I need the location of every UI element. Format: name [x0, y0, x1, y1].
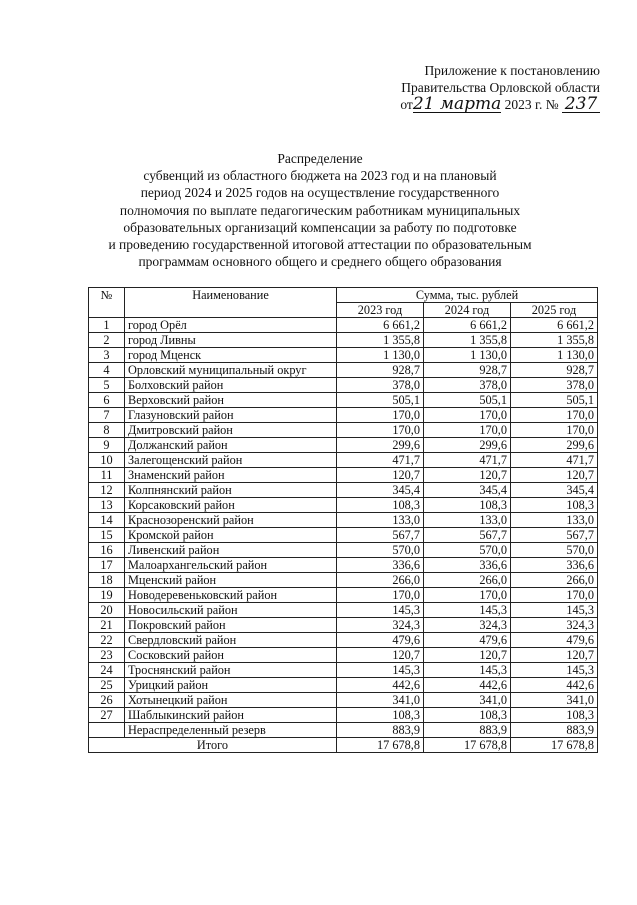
value-2024: 6 661,2: [424, 318, 511, 333]
value-2024: 345,4: [424, 483, 511, 498]
row-name: город Мценск: [125, 348, 337, 363]
value-2023: 145,3: [337, 603, 424, 618]
row-name: Верховский район: [125, 393, 337, 408]
row-name: Корсаковский район: [125, 498, 337, 513]
table-row: [89, 378, 598, 393]
value-2024: 471,7: [424, 453, 511, 468]
value-2023: 108,3: [337, 498, 424, 513]
table-row: [89, 573, 598, 588]
table-row: [89, 588, 598, 603]
value-2023: 567,7: [337, 528, 424, 543]
value-2023: 145,3: [337, 663, 424, 678]
value-2024: 133,0: [424, 513, 511, 528]
row-name: Глазуновский район: [125, 408, 337, 423]
value-2023: 299,6: [337, 438, 424, 453]
row-name: Покровский район: [125, 618, 337, 633]
row-name: Урицкий район: [125, 678, 337, 693]
value-2025: 570,0: [511, 543, 598, 558]
table-row: [89, 723, 598, 738]
table-header-row: [89, 288, 598, 303]
value-2025: 170,0: [511, 423, 598, 438]
table-row: [89, 618, 598, 633]
year-header-2023: 2023 год: [337, 303, 424, 318]
value-2024: 883,9: [424, 723, 511, 738]
value-2024: 299,6: [424, 438, 511, 453]
row-number: 5: [89, 378, 125, 393]
value-2023: 883,9: [337, 723, 424, 738]
value-2025: 145,3: [511, 603, 598, 618]
value-2025: 133,0: [511, 513, 598, 528]
value-2023: 108,3: [337, 708, 424, 723]
table-row: [89, 393, 598, 408]
total-label: Итого: [89, 738, 337, 753]
row-number: 7: [89, 408, 125, 423]
row-name: город Орёл: [125, 318, 337, 333]
value-2024: 170,0: [424, 408, 511, 423]
value-2024: 570,0: [424, 543, 511, 558]
value-2024: 108,3: [424, 498, 511, 513]
value-2025: 145,3: [511, 663, 598, 678]
value-2024: 170,0: [424, 588, 511, 603]
handwritten-date: 21 марта: [412, 94, 502, 114]
value-2024: 378,0: [424, 378, 511, 393]
title-line: образовательных организаций компенсации за работу по подготовке: [123, 219, 517, 235]
row-number: 4: [89, 363, 125, 378]
row-number: 27: [89, 708, 125, 723]
value-2023: 336,6: [337, 558, 424, 573]
row-name: Новосильский район: [125, 603, 337, 618]
year-text: 2023 г. №: [504, 97, 559, 112]
row-name: Свердловский район: [125, 633, 337, 648]
value-2024: 505,1: [424, 393, 511, 408]
value-2023: 345,4: [337, 483, 424, 498]
title-line: и проведению государственной итоговой аттестации по образовательным: [108, 237, 532, 253]
value-2023: 170,0: [337, 588, 424, 603]
value-2023: 1 130,0: [337, 348, 424, 363]
value-2024: 145,3: [424, 603, 511, 618]
value-2023: 479,6: [337, 633, 424, 648]
table-row: [89, 708, 598, 723]
table-row: [89, 663, 598, 678]
row-number: 6: [89, 393, 125, 408]
table-row: [89, 513, 598, 528]
title-heading: Распределение: [277, 151, 363, 166]
row-name: Краснозоренский район: [125, 513, 337, 528]
table-row: [89, 693, 598, 708]
table-row: [89, 603, 598, 618]
value-2023: 266,0: [337, 573, 424, 588]
value-2025: 108,3: [511, 708, 598, 723]
row-number: 19: [89, 588, 125, 603]
appendix-date-line: [350, 96, 600, 113]
value-2024: 145,3: [424, 663, 511, 678]
row-name: Кромской район: [125, 528, 337, 543]
row-name: Шаблыкинский район: [125, 708, 337, 723]
value-2024: 170,0: [424, 423, 511, 438]
value-2025: 341,0: [511, 693, 598, 708]
value-2023: 471,7: [337, 453, 424, 468]
title-line: полномочия по выплате педагогическим работникам муниципальных: [119, 202, 521, 218]
value-2023: 120,7: [337, 468, 424, 483]
value-2025: 928,7: [511, 363, 598, 378]
row-name: Залегощенский район: [125, 453, 337, 468]
value-2025: 471,7: [511, 453, 598, 468]
value-2024: 567,7: [424, 528, 511, 543]
value-2024: 442,6: [424, 678, 511, 693]
row-number: 8: [89, 423, 125, 438]
value-2024: 120,7: [424, 468, 511, 483]
row-name: Сосковский район: [125, 648, 337, 663]
row-number: 16: [89, 543, 125, 558]
date-prefix: от: [400, 97, 413, 112]
row-name: Знаменский район: [125, 468, 337, 483]
row-name: город Ливны: [125, 333, 337, 348]
table-row: [89, 528, 598, 543]
row-name: Дмитровский район: [125, 423, 337, 438]
value-2025: 1 130,0: [511, 348, 598, 363]
value-2025: 120,7: [511, 468, 598, 483]
year-header-2024: 2024 год: [424, 303, 511, 318]
table-row: [89, 498, 598, 513]
row-number: 10: [89, 453, 125, 468]
row-name: Хотынецкий район: [125, 693, 337, 708]
document-title: [70, 150, 570, 270]
value-2023: 442,6: [337, 678, 424, 693]
row-number: [89, 723, 125, 738]
value-2024: 324,3: [424, 618, 511, 633]
value-2024: 928,7: [424, 363, 511, 378]
row-number: 15: [89, 528, 125, 543]
row-number: 23: [89, 648, 125, 663]
title-line: период 2024 и 2025 годов на осуществление государственного: [140, 185, 500, 201]
col-name-header: Наименование: [125, 288, 337, 318]
table-row: [89, 363, 598, 378]
table-row: [89, 648, 598, 663]
value-2025: 567,7: [511, 528, 598, 543]
col-number-header: №: [89, 288, 125, 318]
total-2025: 17 678,8: [511, 738, 598, 753]
row-number: 26: [89, 693, 125, 708]
row-name: Орловский муниципальный округ: [125, 363, 337, 378]
table-row: [89, 453, 598, 468]
value-2024: 479,6: [424, 633, 511, 648]
value-2023: 570,0: [337, 543, 424, 558]
table-row: [89, 348, 598, 363]
value-2023: 170,0: [337, 423, 424, 438]
value-2025: 505,1: [511, 393, 598, 408]
value-2025: 266,0: [511, 573, 598, 588]
total-2023: 17 678,8: [337, 738, 424, 753]
value-2025: 378,0: [511, 378, 598, 393]
value-2025: 336,6: [511, 558, 598, 573]
row-number: 21: [89, 618, 125, 633]
row-number: 12: [89, 483, 125, 498]
row-number: 11: [89, 468, 125, 483]
appendix-line-1: Приложение к постановлению: [424, 63, 600, 78]
total-row: [89, 738, 598, 753]
table-row: [89, 468, 598, 483]
row-number: 24: [89, 663, 125, 678]
row-name: Мценский район: [125, 573, 337, 588]
table-row: [89, 633, 598, 648]
year-header-2025: 2025 год: [511, 303, 598, 318]
row-name: Новодеревеньковский район: [125, 588, 337, 603]
value-2023: 120,7: [337, 648, 424, 663]
table-row: [89, 333, 598, 348]
title-line: субвенций из областного бюджета на 2023 год и на плановый: [143, 168, 497, 184]
row-number: 3: [89, 348, 125, 363]
value-2023: 324,3: [337, 618, 424, 633]
row-number: 14: [89, 513, 125, 528]
distribution-table: [88, 287, 598, 753]
value-2023: 6 661,2: [337, 318, 424, 333]
row-name: Ливенский район: [125, 543, 337, 558]
value-2025: 120,7: [511, 648, 598, 663]
value-2024: 1 355,8: [424, 333, 511, 348]
table-row: [89, 423, 598, 438]
value-2024: 341,0: [424, 693, 511, 708]
value-2023: 378,0: [337, 378, 424, 393]
row-number: 1: [89, 318, 125, 333]
value-2024: 266,0: [424, 573, 511, 588]
row-name: Болховский район: [125, 378, 337, 393]
value-2023: 1 355,8: [337, 333, 424, 348]
row-number: 13: [89, 498, 125, 513]
value-2024: 1 130,0: [424, 348, 511, 363]
table-row: [89, 678, 598, 693]
table-row: [89, 483, 598, 498]
table-row: [89, 318, 598, 333]
table-row: [89, 543, 598, 558]
row-number: 17: [89, 558, 125, 573]
row-name: Должанский район: [125, 438, 337, 453]
value-2024: 108,3: [424, 708, 511, 723]
appendix-block: [350, 62, 600, 113]
value-2025: 170,0: [511, 408, 598, 423]
table-row: [89, 438, 598, 453]
row-number: 20: [89, 603, 125, 618]
value-2025: 6 661,2: [511, 318, 598, 333]
value-2023: 170,0: [337, 408, 424, 423]
value-2023: 928,7: [337, 363, 424, 378]
row-number: 18: [89, 573, 125, 588]
row-number: 9: [89, 438, 125, 453]
total-2024: 17 678,8: [424, 738, 511, 753]
handwritten-number: 237: [562, 97, 600, 113]
value-2023: 505,1: [337, 393, 424, 408]
value-2025: 108,3: [511, 498, 598, 513]
row-name: Нераспределенный резерв: [125, 723, 337, 738]
row-name: Малоархангельский район: [125, 558, 337, 573]
col-sum-header: Сумма, тыс. рублей: [337, 288, 598, 303]
value-2025: 170,0: [511, 588, 598, 603]
row-number: 2: [89, 333, 125, 348]
value-2025: 324,3: [511, 618, 598, 633]
value-2025: 345,4: [511, 483, 598, 498]
table-row: [89, 408, 598, 423]
appendix-line-2: Правительства Орловской области: [401, 80, 600, 95]
value-2025: 1 355,8: [511, 333, 598, 348]
value-2024: 336,6: [424, 558, 511, 573]
row-number: 22: [89, 633, 125, 648]
value-2025: 479,6: [511, 633, 598, 648]
value-2025: 442,6: [511, 678, 598, 693]
value-2025: 299,6: [511, 438, 598, 453]
row-name: Троснянский район: [125, 663, 337, 678]
value-2025: 883,9: [511, 723, 598, 738]
row-name: Колпнянский район: [125, 483, 337, 498]
table-row: [89, 558, 598, 573]
value-2023: 341,0: [337, 693, 424, 708]
title-line: программам основного общего и среднего общего образования: [138, 254, 502, 270]
value-2023: 133,0: [337, 513, 424, 528]
row-number: 25: [89, 678, 125, 693]
value-2024: 120,7: [424, 648, 511, 663]
